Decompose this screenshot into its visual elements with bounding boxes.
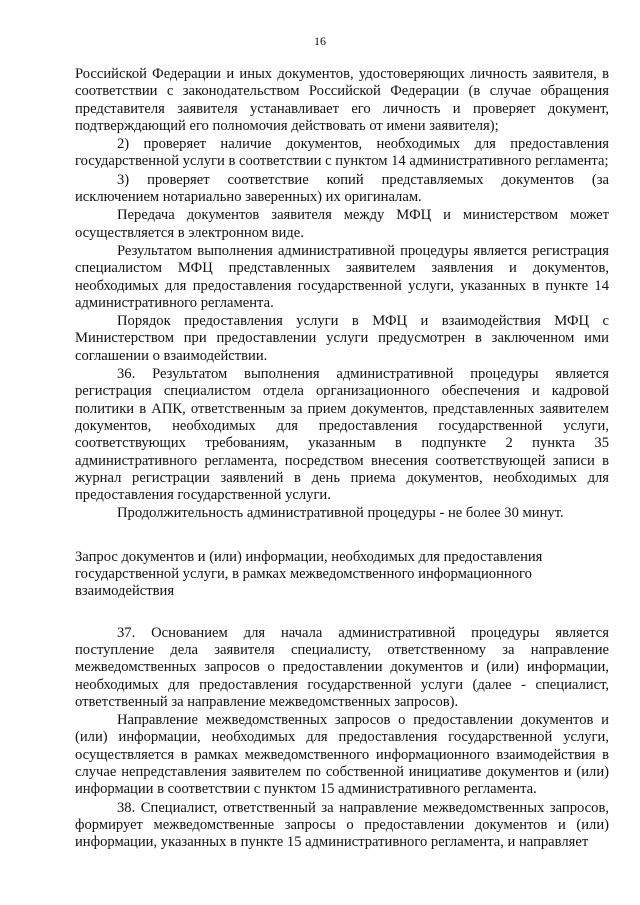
paragraph-mfc-procedure: Порядок предоставления услуги в МФЦ и взаимодействия МФЦ с Министерством при предоставлении услуги предусмотрен в заключенном ими соглашении о взаимодействии. xyxy=(75,313,609,364)
heading-line: взаимодействия xyxy=(75,583,175,600)
paragraph-result-mfc: Результатом выполнения административной процедуры является регистрация специалистом МФЦ представленных заявителем заявления и документов, необходимых для предоставления государственной услуги, указанных в пункте 14 административного регламента. xyxy=(75,242,609,311)
paragraph-continuation: Российской Федерации и иных документов, удостоверяющих личность заявителя, в соответствии с законодательством Российской Федерации (в случае обращения представителя заявителя устанавливает его личность и проверяет документ, подтверждающий его полномочия действовать от имени заявителя); xyxy=(75,66,609,134)
section-heading xyxy=(75,549,609,601)
paragraph-electronic-transfer: Передача документов заявителя между МФЦ и министерством может осуществляется в электронном виде. xyxy=(75,207,609,241)
paragraph-interagency-requests: Направление межведомственных запросов о предоставлении документов и (или) информации, необходимых для предоставления государственной услуги, осуществляется в рамках межведомственного информационного взаимодействия в случае непредставления заявителем по собственной инициативе документов и (или) информации в соответствии с пунктом 15 административного регламента. xyxy=(75,712,609,798)
paragraph-item-2: 2) проверяет наличие документов, необходимых для предоставления государственной услуги в соответствии с пунктом 14 административного регламента; xyxy=(75,136,609,170)
page-number: 16 xyxy=(314,34,326,48)
body-text xyxy=(75,66,609,852)
paragraph-36: 36. Результатом выполнения административной процедуры является регистрация специалистом отдела организационного обеспечения и кадровой политики в АПК, ответственным за прием документов, представленных заявителем документов, необходимых для предоставления государственной услуги, соответствующих требованиям, указанным в подпункте 2 пункта 35 административного регламента, посредством внесения соответствующей записи в журнал регистрации заявлений в день приема документов, необходимых для предоставления государственной услуги. xyxy=(75,366,609,504)
heading-line: Запрос документов и (или) информации, необходимых для предоставления xyxy=(75,548,543,565)
paragraph-item-3: 3) проверяет соответствие копий представляемых документов (за исключением нотариально заверенных) их оригиналам. xyxy=(75,171,609,206)
paragraph-38: 38. Специалист, ответственный за направление межведомственных запросов, формирует межведомственные запросы о предоставлении документов и (или) информации, указанных в пункте 15 административного регламента, и направляет xyxy=(75,799,609,851)
paragraph-duration: Продолжительность административной процедуры - не более 30 минут. xyxy=(117,505,564,522)
heading-line: государственной услуги, в рамках межведомственного информационного xyxy=(75,566,532,583)
paragraph-37: 37. Основанием для начала административной процедуры является поступление дела заявителя специалисту, ответственному за направление межведомственных запросов о предоставлении документов и (или) информации, необходимых для предоставления государственной услуги (далее - специалист, ответственный за направление межведомственных запросов). xyxy=(75,624,609,710)
